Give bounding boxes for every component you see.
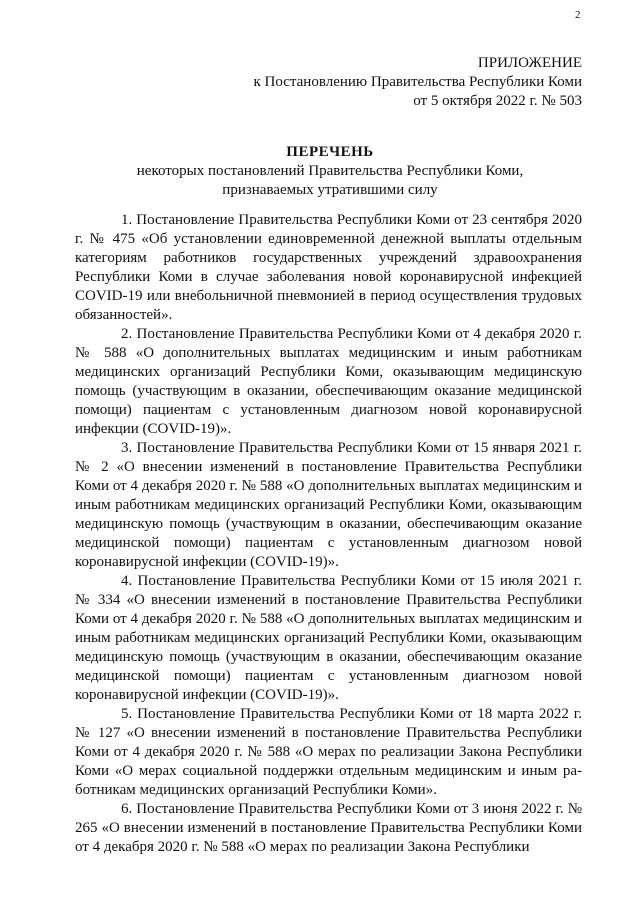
list-item-6: 6. Постановление Правительства Республики Коми от 3 июня 2022 г. № 265 «О внесении изменений в постановление Правительства Республики Коми от 4 декабря 2020 г. № 588 «О мерах по реализации Закона Республики xyxy=(75,801,582,855)
appendix-title: ПРИЛОЖЕНИЕ xyxy=(477,55,582,71)
list-item-5: 5. Постановление Правительства Республики Коми от 18 марта 2022 г. № 127 «О внесении изменений в постановление Правительства Республики Коми от 4 декабря 2020 г. № 588 «О мерах по реализации Закона Республики Коми «О мерах социальной поддержки отдельным медицинским и иным работникам медицинских организаций Республики Коми». xyxy=(75,706,582,798)
list-item-1: 1. Постановление Правительства Республики Коми от 23 сентября 2020 г. № 475 «Об установлении единовременной денежной выплаты отдельным категориям работников государственных учреждений здравоохранения Республики Коми в случае заболевания новой коронавирусной инфекцией COVID-19 или внебольничной пневмонией в период осуществления трудовых обязанностей». xyxy=(75,212,582,323)
appendix-date-line: от 5 октября 2022 г. № 503 xyxy=(413,93,582,109)
list-heading xyxy=(0,143,640,200)
list-subtitle-line-2: признаваемых утратившими силу xyxy=(222,182,438,198)
page-number: 2 xyxy=(575,9,581,21)
appendix-header xyxy=(162,54,582,111)
appendix-resolution-line: к Постановлению Правительства Республики Коми xyxy=(253,74,582,90)
resolutions-list xyxy=(75,211,582,857)
list-item-3: 3. Постановление Правительства Республики Коми от 15 января 2021 г. № 2 «О внесении изменений в постановление Правительства Республики Коми от 4 декабря 2020 г. № 588 «О дополнительных выплатах медицинским и иным работникам медицинских организаций Республики Коми, оказывающим медицинскую помощь (участвующим в оказании, обеспечивающим оказание медицинской помощи) пациентам с установленным диагнозом новой коронавирусной инфекции (COVID-19)». xyxy=(75,440,582,570)
list-item-4: 4. Постановление Правительства Республики Коми от 15 июля 2021 г. № 334 «О внесении изменений в постановление Правительства Республики Коми от 4 декабря 2020 г. № 588 «О дополнительных выплатах медицинским и иным работникам медицинских организаций Республики Коми, оказывающим медицинскую помощь (участвующим в оказании, обеспечивающим оказание медицинской помощи) пациентам с установленным диагнозом новой коронавирусной инфекции (COVID-19)». xyxy=(75,573,582,703)
list-item-2: 2. Постановление Правительства Республики Коми от 4 декабря 2020 г. № 588 «О дополнительных выплатах медицинским и иным работникам медицинских организаций Республики Коми, оказывающим медицинскую помощь (участвующим в оказании, обеспечивающим оказание медицинской помощи) пациентам с установленным диагнозом новой коронавирусной инфекции (COVID-19)». xyxy=(75,326,582,437)
list-title: ПЕРЕЧЕНЬ xyxy=(286,144,374,160)
list-subtitle-line-1: некоторых постановлений Правительства Республики Коми, xyxy=(136,163,524,179)
